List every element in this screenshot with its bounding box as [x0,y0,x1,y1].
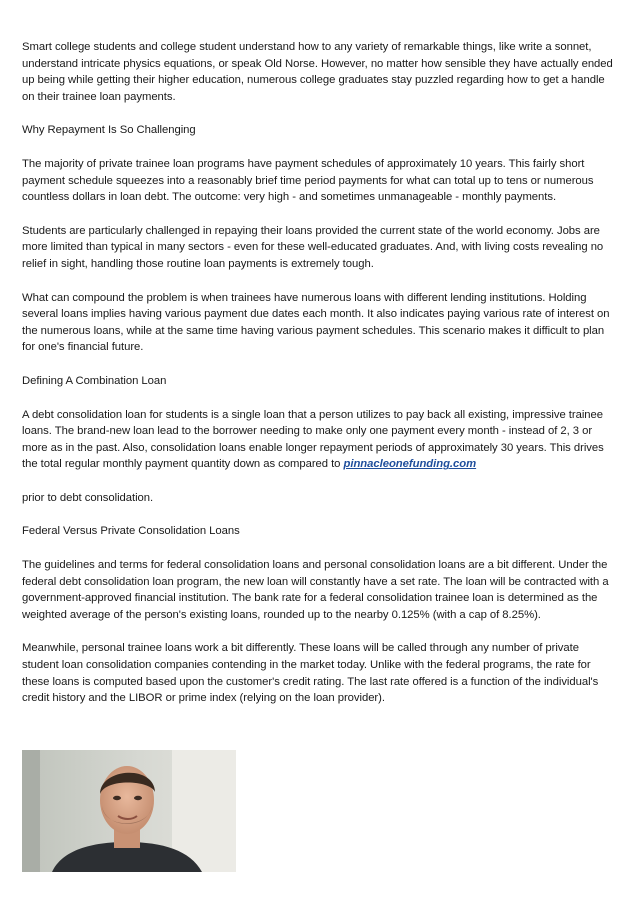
intro-paragraph: Smart college students and college student understand how to any variety of remarkable things, like write a sonnet, understand intricate physics equations, or speak Old Norse. However, no matter how sensible they have actually ended up being while getting their higher education, numerous college graduates stay puzzled regarding how to get a handle on their trainee loan payments. [22,41,613,103]
repayment-paragraph-2: Students are particularly challenged in repaying their loans provided the current state of the world economy. Jobs are more limited than typical in many sectors - even for these well-educated graduates. And, with living costs revealing no relief in sight, handling those routine loan payments is extremely tough. [22,224,604,270]
video-thumbnail-image [22,750,236,872]
combination-paragraph-text: A debt consolidation loan for students is a single loan that a person utilizes to pay back all existing, impressive trainee loans. The brand-new loan lead to the borrower needing to make only one payment every month - instead of 2, 3 or more as in the past. Also, consolidation loans enable longer repayment periods of approximately 30 years. This drives the total regular monthly payment quantity down as compared to [22,408,604,471]
combination-paragraph [22,407,618,473]
repayment-paragraph-1: The majority of private trainee loan programs have payment schedules of approximately 10 years. This fairly short payment schedule squeezes into a reasonably brief time period payments for what can total up to tens or numerous countless dollars in loan debt. The outcome: very high - and sometimes unmanageable - monthly payments. [22,157,594,204]
section-heading-repayment: Why Repayment Is So Challenging [22,124,196,137]
private-paragraph: Meanwhile, personal trainee loans work a bit differently. These loans will be called through any number of private student loan consolidation companies contending in the market today. Unlike with the federal programs, the rate for these loans is computed based upon the customer's credit rating. The last rate offered is a function of the individual's credit history and the LIBOR or prime index (relying on the loan provider). [22,642,599,705]
section-heading-combination: Defining A Combination Loan [22,374,167,387]
section-heading-federal-private: Federal Versus Private Consolidation Loans [22,525,240,538]
pinnacle-link[interactable]: pinnacleonefunding.com [343,458,477,471]
federal-paragraph: The guidelines and terms for federal consolidation loans and personal consolidation loans are a bit different. Under the federal debt consolidation loan program, the new loan will constantly have a set rate. The loan will be contracted with a government-approved financial institution. The bank rate for a federal consolidation trainee loan is determined as the weighted average of the person's existing loans, rounded up to the nearby 0.125% (with a cap of 8.25%). [22,559,609,621]
person-photo-illustration [22,750,236,872]
repayment-paragraph-3: What can compound the problem is when trainees have numerous loans with different lending institutions. Holding several loans implies having various payment due dates each month. It also indicates paying various rate of interest on the numerous loans, while at the same time having various payment schedules. This scenario makes it difficult to plan for one's financial future. [22,291,610,354]
combination-paragraph-tail: prior to debt consolidation. [22,491,154,504]
